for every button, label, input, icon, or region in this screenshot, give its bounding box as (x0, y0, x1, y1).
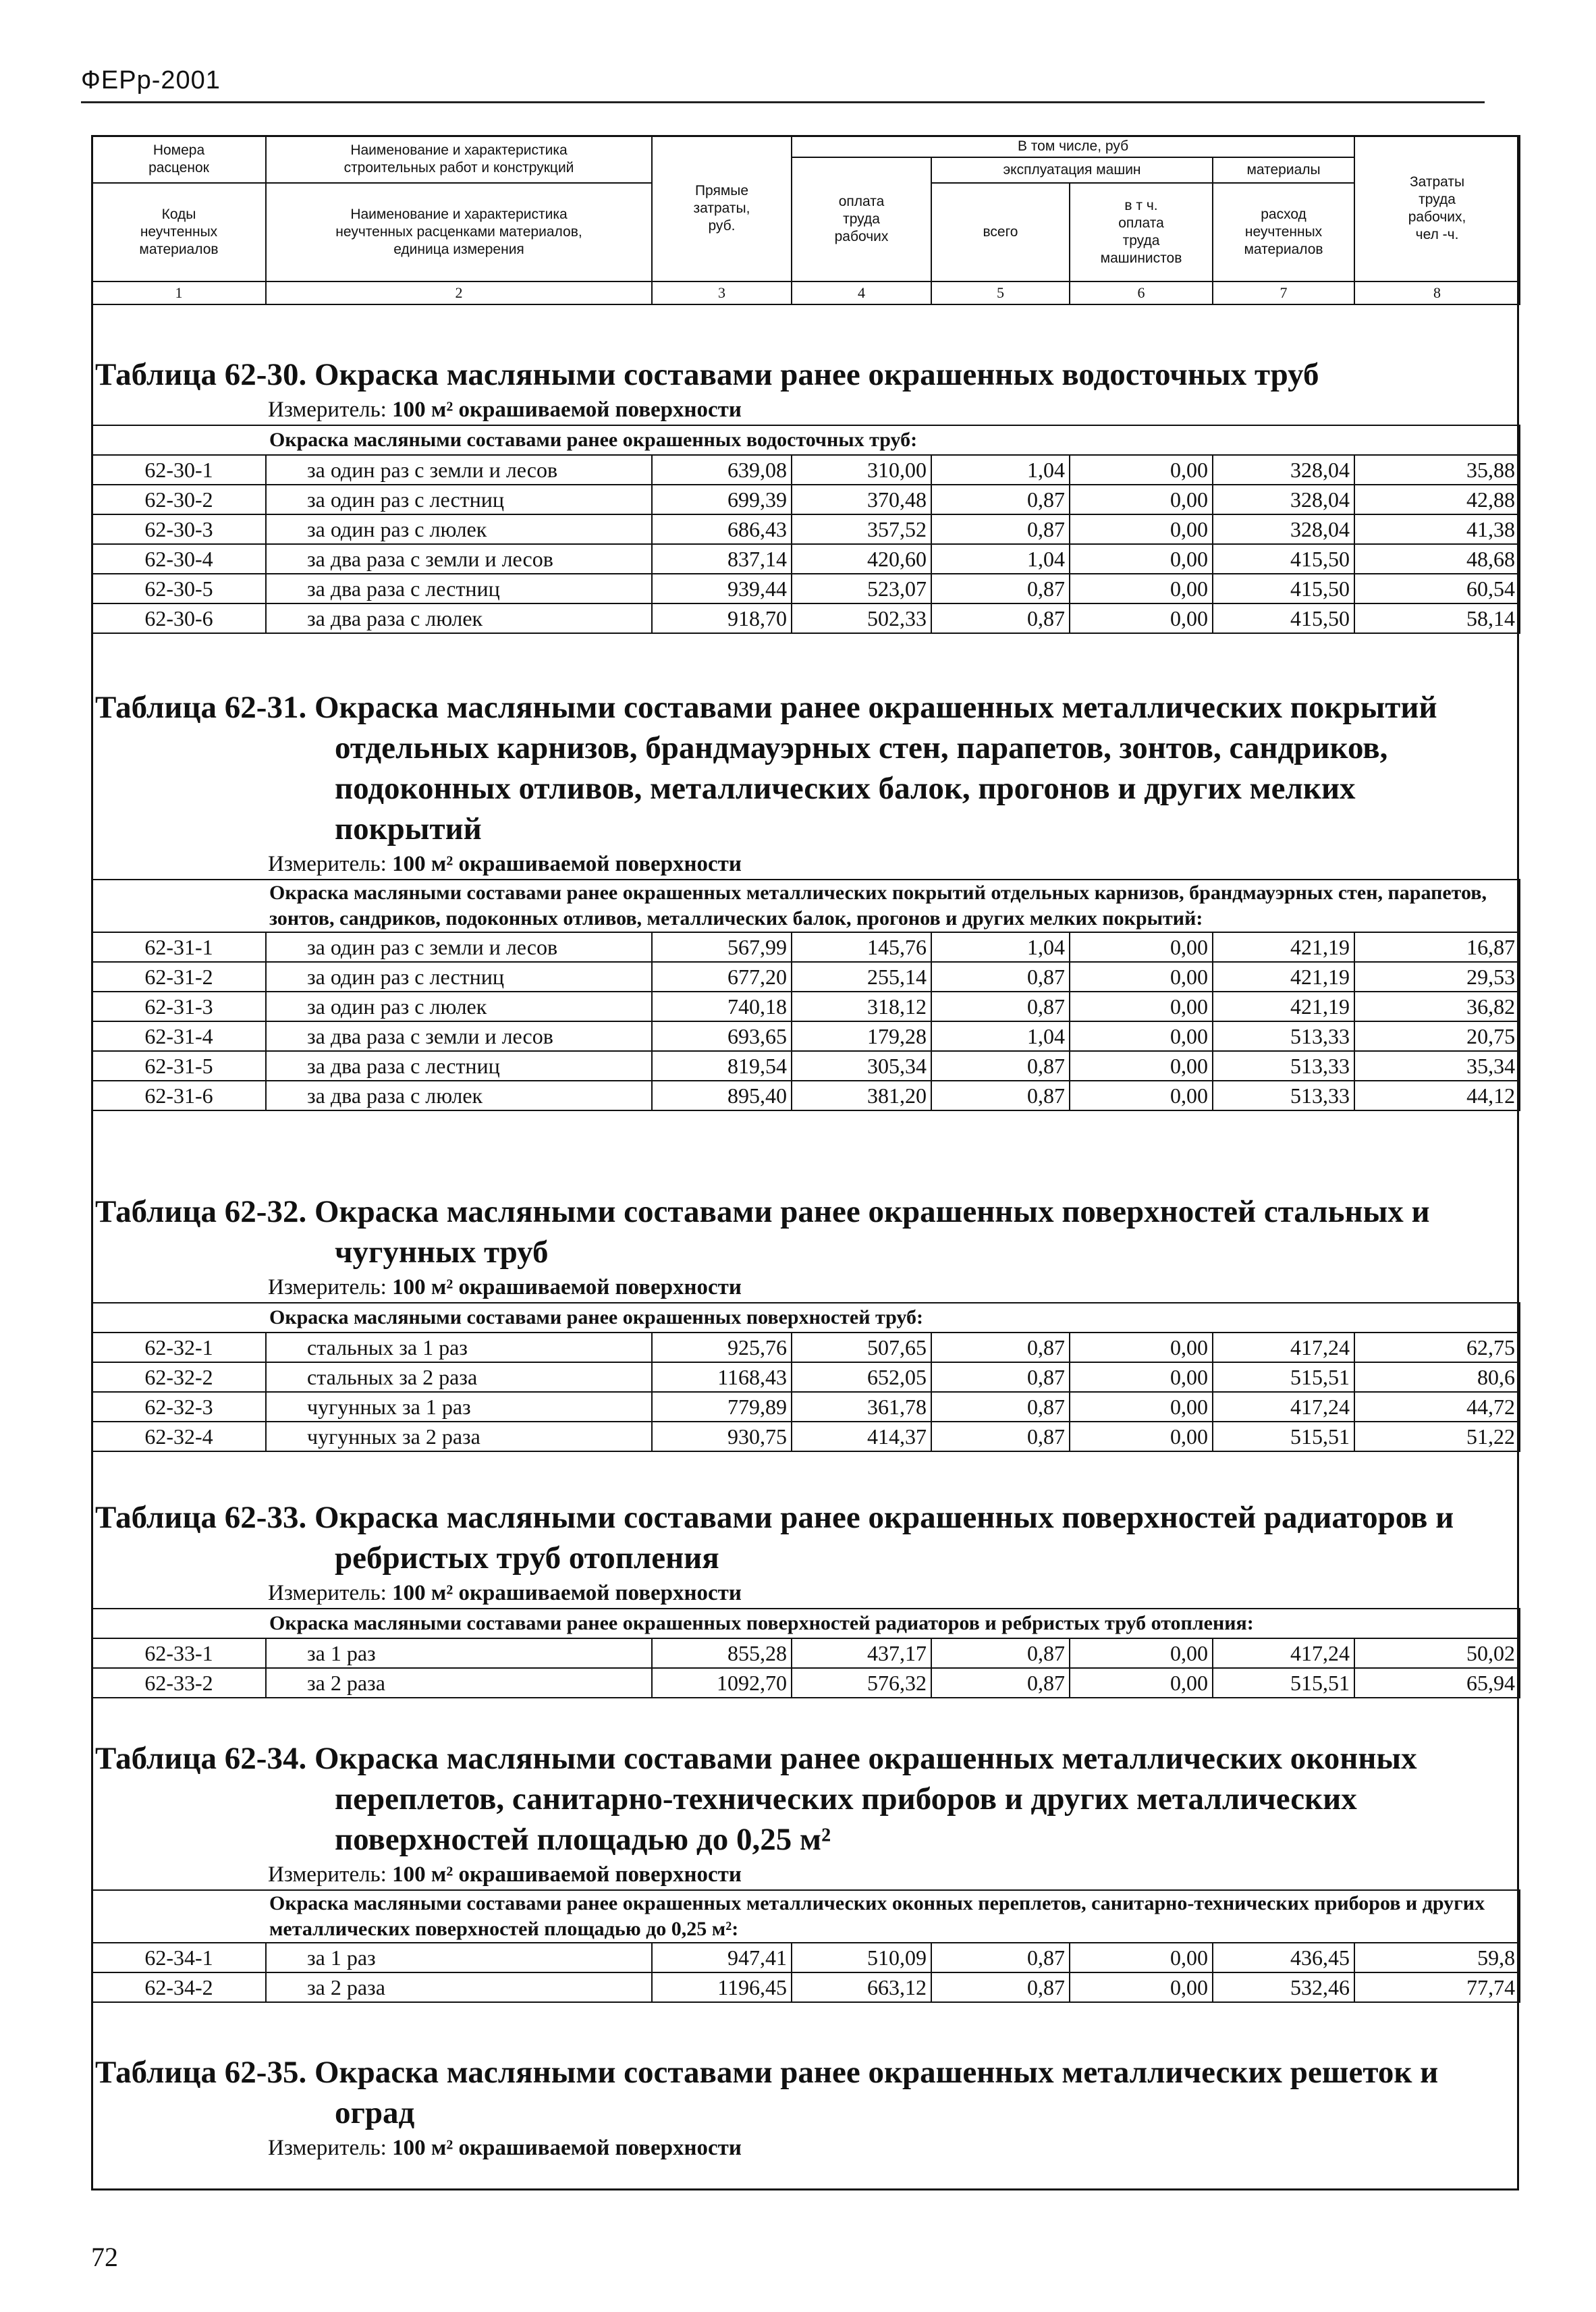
rate-code-cell: 62-30-5 (92, 574, 266, 603)
meter-line (268, 1272, 1519, 1302)
wages-cell: 381,20 (792, 1081, 931, 1110)
labor-costs-cell: 77,74 (1354, 1972, 1520, 2002)
materials-cell: 328,04 (1213, 455, 1354, 485)
direct-costs-cell: 639,08 (652, 455, 792, 485)
meter-label: Измеритель: (268, 1275, 387, 1299)
rate-code-cell: 62-31-2 (92, 962, 266, 992)
work-description-cell: за один раз с лестниц (266, 962, 652, 992)
materials-cell: 421,19 (1213, 962, 1354, 992)
machines-total-cell: 0,87 (931, 514, 1070, 544)
table-row (92, 574, 1520, 603)
direct-costs-cell: 740,18 (652, 992, 792, 1021)
work-description-cell: за два раза с земли и лесов (266, 1021, 652, 1051)
rate-code-cell: 62-31-5 (92, 1051, 266, 1081)
rate-code-cell: 62-30-6 (92, 603, 266, 633)
meter-value: 100 м² окрашиваемой поверхности (392, 398, 742, 422)
machines-total-cell: 1,04 (931, 932, 1070, 962)
subheading-row (92, 1303, 1520, 1333)
wages-cell: 523,07 (792, 574, 931, 603)
header-machines-total: всего (931, 183, 1070, 281)
table-title: Таблица 62-30. Окраска масляными составами ранее окрашенных водосточных труб (95, 357, 1319, 392)
work-description-cell: чугунных за 2 раза (266, 1422, 652, 1451)
table-row (92, 932, 1520, 962)
labor-costs-cell: 29,53 (1354, 962, 1520, 992)
materials-cell: 515,51 (1213, 1422, 1354, 1451)
wages-cell: 305,34 (792, 1051, 931, 1081)
wages-cell: 437,17 (792, 1638, 931, 1668)
work-description-cell: за два раза с земли и лесов (266, 544, 652, 574)
column-number: 6 (1070, 281, 1213, 304)
materials-cell: 421,19 (1213, 992, 1354, 1021)
direct-costs-cell: 930,75 (652, 1422, 792, 1451)
table-title: Таблица 62-35. Окраска масляными составами ранее окрашенных металлических решеток и оград (95, 2055, 1439, 2130)
rate-code-cell: 62-31-1 (92, 932, 266, 962)
work-description-cell: за один раз с люлек (266, 514, 652, 544)
direct-costs-cell: 779,89 (652, 1392, 792, 1422)
column-number: 8 (1354, 281, 1520, 304)
wages-cell: 414,37 (792, 1422, 931, 1451)
column-header-table (91, 135, 1520, 305)
wages-cell: 502,33 (792, 603, 931, 633)
rates-table (91, 1889, 1520, 2003)
table-row (92, 1051, 1520, 1081)
machines-total-cell: 0,87 (931, 1943, 1070, 1972)
meter-label: Измеритель: (268, 1862, 387, 1887)
rate-code-cell: 62-30-2 (92, 485, 266, 514)
labor-costs-cell: 48,68 (1354, 544, 1520, 574)
machines-total-cell: 0,87 (931, 1422, 1070, 1451)
meter-value: 100 м² окрашиваемой поверхности (392, 1275, 742, 1299)
table-title: Таблица 62-32. Окраска масляными составами ранее окрашенных поверхностей стальных и чугунных труб (95, 1194, 1430, 1270)
direct-costs-cell: 939,44 (652, 574, 792, 603)
table-section-62-34 (91, 1738, 1519, 2003)
column-number: 3 (652, 281, 792, 304)
column-number: 5 (931, 281, 1070, 304)
machines-total-cell: 0,87 (931, 1333, 1070, 1362)
table-subheading: Окраска масляными составами ранее окрашенных водосточных труб: (92, 425, 1520, 455)
machinist-wages-cell: 0,00 (1070, 455, 1213, 485)
table-title: Таблица 62-31. Окраска масляными составами ранее окрашенных металлических покрытий отдельных карнизов, брандмауэрных стен, парапетов, зонтов, сандриков, подоконных отливов, металлических балок, прогонов и других мелких покрытий (95, 690, 1437, 846)
labor-costs-cell: 41,38 (1354, 514, 1520, 544)
page-number: 72 (91, 2242, 118, 2272)
materials-cell: 417,24 (1213, 1638, 1354, 1668)
direct-costs-cell: 925,76 (652, 1333, 792, 1362)
table-row (92, 962, 1520, 992)
work-description-cell: за два раза с лестниц (266, 574, 652, 603)
wages-cell: 318,12 (792, 992, 931, 1021)
materials-cell: 421,19 (1213, 932, 1354, 962)
wages-cell: 507,65 (792, 1333, 931, 1362)
direct-costs-cell: 686,43 (652, 514, 792, 544)
wages-cell: 370,48 (792, 485, 931, 514)
work-description-cell: за один раз с земли и лесов (266, 932, 652, 962)
direct-costs-cell: 567,99 (652, 932, 792, 962)
column-number: 2 (266, 281, 652, 304)
machinist-wages-cell: 0,00 (1070, 1972, 1213, 2002)
table-row (92, 485, 1520, 514)
table-row (92, 992, 1520, 1021)
work-description-cell: за один раз с люлек (266, 992, 652, 1021)
meter-label: Измеритель: (268, 1581, 387, 1605)
machinist-wages-cell: 0,00 (1070, 1668, 1213, 1698)
meter-label: Измеритель: (268, 398, 387, 422)
table-row (92, 1422, 1520, 1451)
direct-costs-cell: 895,40 (652, 1081, 792, 1110)
rate-code-cell: 62-32-4 (92, 1422, 266, 1451)
table-subheading: Окраска масляными составами ранее окрашенных металлических покрытий отдельных карнизов, брандмауэрных стен, парапетов, зонтов, сандриков, подоконных отливов, металлических балок, прогонов и других мелких покрытий: (92, 880, 1520, 932)
wages-cell: 510,09 (792, 1943, 931, 1972)
work-description-cell: стальных за 1 раз (266, 1333, 652, 1362)
materials-cell: 436,45 (1213, 1943, 1354, 1972)
wages-cell: 576,32 (792, 1668, 931, 1698)
machinist-wages-cell: 0,00 (1070, 1392, 1213, 1422)
machines-total-cell: 0,87 (931, 1362, 1070, 1392)
rate-code-cell: 62-31-3 (92, 992, 266, 1021)
wages-cell: 179,28 (792, 1021, 931, 1051)
table-row (92, 603, 1520, 633)
table-row (92, 1392, 1520, 1422)
machines-total-cell: 0,87 (931, 603, 1070, 633)
work-description-cell: чугунных за 1 раз (266, 1392, 652, 1422)
meter-line (268, 395, 1519, 425)
machines-total-cell: 1,04 (931, 455, 1070, 485)
machinist-wages-cell: 0,00 (1070, 992, 1213, 1021)
meter-line (268, 2133, 1519, 2163)
machinist-wages-cell: 0,00 (1070, 1943, 1213, 1972)
rate-code-cell: 62-34-2 (92, 1972, 266, 2002)
wages-cell: 310,00 (792, 455, 931, 485)
meter-line (268, 1860, 1519, 1889)
header-materials-group: материалы (1213, 157, 1354, 183)
header-labor-costs: Затраты труда рабочих, чел -ч. (1354, 136, 1520, 281)
table-subheading: Окраска масляными составами ранее окрашенных металлических оконных переплетов, санитарно-технических приборов и других металлических поверхностей площадью до 0,25 м²: (92, 1890, 1520, 1943)
machinist-wages-cell: 0,00 (1070, 1362, 1213, 1392)
subheading-row (92, 1890, 1520, 1943)
direct-costs-cell: 819,54 (652, 1051, 792, 1081)
table-subheading: Окраска масляными составами ранее окрашенных поверхностей радиаторов и ребристых труб отопления: (92, 1609, 1520, 1638)
work-description-cell: за два раза с лестниц (266, 1051, 652, 1081)
machines-total-cell: 0,87 (931, 485, 1070, 514)
rate-code-cell: 62-34-1 (92, 1943, 266, 1972)
document-code: ФЕРр-2001 (81, 66, 221, 95)
table-row (92, 1362, 1520, 1392)
materials-cell: 513,33 (1213, 1081, 1354, 1110)
meter-value: 100 м² окрашиваемой поверхности (392, 852, 742, 876)
meter-label: Измеритель: (268, 852, 387, 876)
table-section-62-30 (91, 354, 1519, 634)
column-number: 7 (1213, 281, 1354, 304)
work-description-cell: за один раз с земли и лесов (266, 455, 652, 485)
header-work-name: Наименование и характеристика строительных работ и конструкций (266, 136, 652, 183)
header-materials-consumption: расход неучтенных материалов (1213, 183, 1354, 281)
work-description-cell: за два раза с люлек (266, 603, 652, 633)
meter-value: 100 м² окрашиваемой поверхности (392, 2136, 742, 2160)
materials-cell: 328,04 (1213, 514, 1354, 544)
labor-costs-cell: 59,8 (1354, 1943, 1520, 1972)
machinist-wages-cell: 0,00 (1070, 1021, 1213, 1051)
machines-total-cell: 0,87 (931, 574, 1070, 603)
labor-costs-cell: 51,22 (1354, 1422, 1520, 1451)
rate-code-cell: 62-33-1 (92, 1638, 266, 1668)
labor-costs-cell: 20,75 (1354, 1021, 1520, 1051)
table-section-62-35 (91, 2052, 1519, 2163)
direct-costs-cell: 947,41 (652, 1943, 792, 1972)
table-section-62-33 (91, 1497, 1519, 1698)
work-description-cell: за два раза с люлек (266, 1081, 652, 1110)
meter-label: Измеритель: (268, 2136, 387, 2160)
machinist-wages-cell: 0,00 (1070, 962, 1213, 992)
materials-cell: 417,24 (1213, 1392, 1354, 1422)
subheading-row (92, 425, 1520, 455)
table-row (92, 1668, 1520, 1698)
direct-costs-cell: 918,70 (652, 603, 792, 633)
labor-costs-cell: 60,54 (1354, 574, 1520, 603)
materials-cell: 328,04 (1213, 485, 1354, 514)
direct-costs-cell: 855,28 (652, 1638, 792, 1668)
table-row (92, 1081, 1520, 1110)
machines-total-cell: 0,87 (931, 1081, 1070, 1110)
machinist-wages-cell: 0,00 (1070, 1081, 1213, 1110)
machinist-wages-cell: 0,00 (1070, 1422, 1213, 1451)
table-section-62-32 (91, 1191, 1519, 1452)
direct-costs-cell: 1168,43 (652, 1362, 792, 1392)
work-description-cell: за 1 раз (266, 1638, 652, 1668)
rate-code-cell: 62-32-2 (92, 1362, 266, 1392)
rate-code-cell: 62-30-4 (92, 544, 266, 574)
header-rule (81, 101, 1485, 103)
machinist-wages-cell: 0,00 (1070, 574, 1213, 603)
machines-total-cell: 0,87 (931, 1051, 1070, 1081)
rate-code-cell: 62-33-2 (92, 1668, 266, 1698)
machinist-wages-cell: 0,00 (1070, 514, 1213, 544)
wages-cell: 357,52 (792, 514, 931, 544)
materials-cell: 513,33 (1213, 1021, 1354, 1051)
machinist-wages-cell: 0,00 (1070, 1051, 1213, 1081)
subheading-row (92, 880, 1520, 932)
direct-costs-cell: 1092,70 (652, 1668, 792, 1698)
header-direct-costs: Прямые затраты, руб. (652, 136, 792, 281)
rate-code-cell: 62-31-6 (92, 1081, 266, 1110)
wages-cell: 361,78 (792, 1392, 931, 1422)
machines-total-cell: 0,87 (931, 1392, 1070, 1422)
rates-table (91, 1302, 1520, 1452)
header-unaccounted-codes: Коды неучтенных материалов (92, 183, 266, 281)
rate-code-cell: 62-30-3 (92, 514, 266, 544)
meter-value: 100 м² окрашиваемой поверхности (392, 1581, 742, 1605)
wages-cell: 255,14 (792, 962, 931, 992)
work-description-cell: за 2 раза (266, 1972, 652, 2002)
table-row (92, 1021, 1520, 1051)
column-number: 1 (92, 281, 266, 304)
wages-cell: 420,60 (792, 544, 931, 574)
direct-costs-cell: 677,20 (652, 962, 792, 992)
header-including-group: В том числе, руб (792, 136, 1354, 157)
wages-cell: 652,05 (792, 1362, 931, 1392)
machines-total-cell: 0,87 (931, 1972, 1070, 2002)
meter-line (268, 1578, 1519, 1608)
materials-cell: 415,50 (1213, 603, 1354, 633)
rates-table (91, 879, 1520, 1111)
rate-code-cell: 62-32-1 (92, 1333, 266, 1362)
direct-costs-cell: 1196,45 (652, 1972, 792, 2002)
table-subheading: Окраска масляными составами ранее окрашенных поверхностей труб: (92, 1303, 1520, 1333)
rates-table (91, 425, 1520, 634)
table-row (92, 544, 1520, 574)
meter-value: 100 м² окрашиваемой поверхности (392, 1862, 742, 1887)
labor-costs-cell: 44,12 (1354, 1081, 1520, 1110)
materials-cell: 532,46 (1213, 1972, 1354, 2002)
work-description-cell: за 2 раза (266, 1668, 652, 1698)
direct-costs-cell: 693,65 (652, 1021, 792, 1051)
machinist-wages-cell: 0,00 (1070, 1333, 1213, 1362)
header-unaccounted-name: Наименование и характеристика неучтенных расценками материалов, единица измерения (266, 183, 652, 281)
machinist-wages-cell: 0,00 (1070, 932, 1213, 962)
work-description-cell: за один раз с лестниц (266, 485, 652, 514)
materials-cell: 417,24 (1213, 1333, 1354, 1362)
table-row (92, 1972, 1520, 2002)
machines-total-cell: 0,87 (931, 992, 1070, 1021)
rate-code-cell: 62-31-4 (92, 1021, 266, 1051)
machines-total-cell: 1,04 (931, 1021, 1070, 1051)
machinist-wages-cell: 0,00 (1070, 1638, 1213, 1668)
labor-costs-cell: 50,02 (1354, 1638, 1520, 1668)
table-row (92, 455, 1520, 485)
machinist-wages-cell: 0,00 (1070, 603, 1213, 633)
labor-costs-cell: 44,72 (1354, 1392, 1520, 1422)
header-machinist-wages: в т ч. оплата труда машинистов (1070, 183, 1213, 281)
labor-costs-cell: 80,6 (1354, 1362, 1520, 1392)
rates-table (91, 1608, 1520, 1698)
direct-costs-cell: 837,14 (652, 544, 792, 574)
materials-cell: 415,50 (1213, 544, 1354, 574)
materials-cell: 515,51 (1213, 1668, 1354, 1698)
machines-total-cell: 0,87 (931, 962, 1070, 992)
wages-cell: 663,12 (792, 1972, 931, 2002)
labor-costs-cell: 65,94 (1354, 1668, 1520, 1698)
table-row (92, 514, 1520, 544)
rate-code-cell: 62-32-3 (92, 1392, 266, 1422)
labor-costs-cell: 36,82 (1354, 992, 1520, 1021)
labor-costs-cell: 35,34 (1354, 1051, 1520, 1081)
machines-total-cell: 0,87 (931, 1638, 1070, 1668)
machines-total-cell: 1,04 (931, 544, 1070, 574)
column-number: 4 (792, 281, 931, 304)
table-title: Таблица 62-33. Окраска масляными составами ранее окрашенных поверхностей радиаторов и ребристых труб отопления (95, 1500, 1454, 1576)
table-row (92, 1943, 1520, 1972)
work-description-cell: за 1 раз (266, 1943, 652, 1972)
direct-costs-cell: 699,39 (652, 485, 792, 514)
labor-costs-cell: 62,75 (1354, 1333, 1520, 1362)
table-row (92, 1638, 1520, 1668)
materials-cell: 415,50 (1213, 574, 1354, 603)
work-description-cell: стальных за 2 раза (266, 1362, 652, 1392)
subheading-row (92, 1609, 1520, 1638)
header-machines-group: эксплуатация машин (931, 157, 1213, 183)
machinist-wages-cell: 0,00 (1070, 485, 1213, 514)
materials-cell: 513,33 (1213, 1051, 1354, 1081)
materials-cell: 515,51 (1213, 1362, 1354, 1392)
header-wages: оплата труда рабочих (792, 157, 931, 281)
table-title: Таблица 62-34. Окраска масляными составами ранее окрашенных металлических оконных переплетов, санитарно-технических приборов и других металлических поверхностей площадью до 0,25 м² (95, 1741, 1417, 1857)
labor-costs-cell: 42,88 (1354, 485, 1520, 514)
header-rate-numbers: Номера расценок (92, 136, 266, 183)
wages-cell: 145,76 (792, 932, 931, 962)
labor-costs-cell: 58,14 (1354, 603, 1520, 633)
rate-code-cell: 62-30-1 (92, 455, 266, 485)
labor-costs-cell: 35,88 (1354, 455, 1520, 485)
meter-line (268, 849, 1519, 879)
machinist-wages-cell: 0,00 (1070, 544, 1213, 574)
table-row (92, 1333, 1520, 1362)
labor-costs-cell: 16,87 (1354, 932, 1520, 962)
machines-total-cell: 0,87 (931, 1668, 1070, 1698)
table-section-62-31 (91, 687, 1519, 1111)
